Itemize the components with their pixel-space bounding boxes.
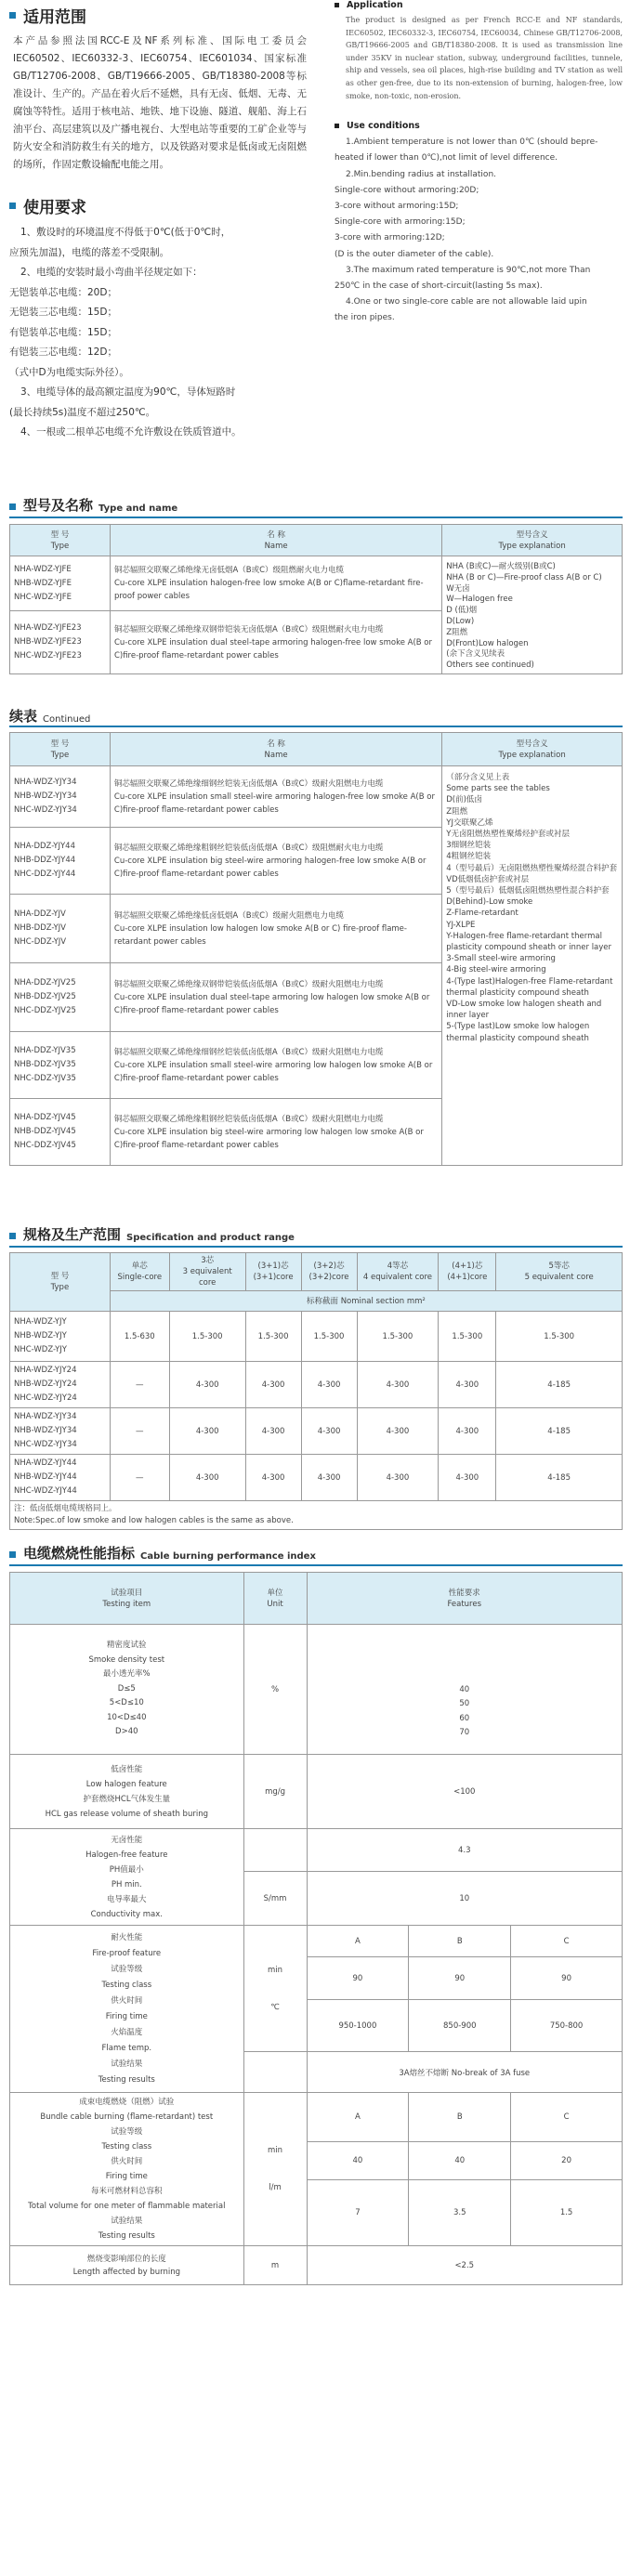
table-header: 型 号 Type 名 称 Name 型号含义 Type explanation (10, 733, 623, 766)
table-header: 型 号 Type 单芯 Single-core 3芯 3 equivalent core (3+1)芯 (3+1)core (3+2)芯 (3+2)core 4等芯 4 equivalent core (4+1)芯 (4+1)core 5等芯 5 equivalent core (10, 1253, 623, 1291)
cond-line: Single-core without armoring:20D; (335, 185, 479, 195)
type-explanation: NHA (B或C)—耐火级别(B或C) NHA (B or C)—Fire-proof class A(B or C) W无卤 W—Halogen free D (低)烟 D(Low) Z阻燃 D(Front)Low halogen (余下含义见续表 Others see continued) (442, 556, 623, 674)
application-text-en: The product is designed as per French RCC-E and NF standards, IEC60502, IEC60332-3, IEC60754, IEC60034, Chinese GB/T12706-2008, GB/T19666-2005 and GB/T18380-2008. It is used as transmission line under 35KV in nuclear station, subway, underground facilities, tunnele, ship and vessels, sea oil places, high-rise building and TV station as well as other gen-free, due to its non-extension of burning, halogen-free, low smoke, non-toxic, non-erosion. (346, 16, 623, 100)
cond-line: the iron pipes. (335, 313, 395, 323)
section-bullet-icon (9, 1551, 16, 1558)
burning-title: 电缆燃烧性能指标 Cable burning performance index (9, 1543, 316, 1563)
application-text-cn: 本产品参照法国RCC-E及NF系列标准、国际电工委员会IEC60502、IEC60332-3、IEC60754、IEC601034、国家标准GB/T12706-2008、GB/T19666-2005、GB/T18380-2008等标准设计、生产的。产品在着火后不延燃，具有无卤、低烟、无毒、无腐蚀等特性。适用于核电站、地铁、地下设施、隧道、舰船、海上石油平台、高层建筑以及广播电视台、大型电站等重要的工矿企业等与防火安全和消防救生有关的地方，以及铁路对要求是低卤或无卤阻燃的场所，作固定敷设输配电能之用。 (13, 35, 307, 170)
table-row: NHA-DDZ-YJV25 NHB-DDZ-YJV25 NHC-DDZ-YJV25 铜芯辐照交联聚乙烯绝缘双钢带铠装低卤低烟A（B或C）级耐火阻燃电力电缆 Cu-core XLPE insulation dual steel-tape armoring low halogen low smoke A(B or C)fire-proof flame-retardant power cables (10, 963, 623, 1032)
title-rule (9, 726, 623, 727)
cond-line: 4.One or two single-core cable are not allowable laid upin (346, 297, 587, 307)
table-row: NHA-DDZ-YJV45 NHB-DDZ-YJV45 NHC-DDZ-YJV45 铜芯辐照交联聚乙烯绝缘粗钢丝铠装低卤低烟A（B或C）级耐火阻燃电力电缆 Cu-core XLPE insulation big steel-wire armoring low halogen low smoke A(B or C)fire-proof flame-retardant power cables (10, 1099, 623, 1166)
cond-line: 3-core without armoring:15D; (335, 201, 459, 211)
cond-line: Single-core with armoring:15D; (335, 217, 466, 228)
requirements-list-cn (9, 223, 307, 443)
table-row: NHA-DDZ-YJV NHB-DDZ-YJV NHC-DDZ-YJV 铜芯辐照交联聚乙烯绝缘低卤低烟A（B或C）级耐火阻燃电力电缆 Cu-core XLPE insulation low halogen low smoke A(B or C) fire-proof flame-retardant power cables (10, 895, 623, 963)
req-line: 有铠装单芯电缆：15D； (9, 326, 117, 338)
req-line: 3、电缆导体的最高额定温度为90℃，导体短路时 (20, 386, 236, 398)
section-bullet-icon (9, 1233, 16, 1239)
burning-table: 试验项目 Testing item 单位 Unit 性能要求 Features 精密度试验 Smoke density test 最小透光率% D≤5 5<D≤10 10<D≤40 D>40 % 40 50 60 70 低卤性能 Low halogen feature 护套燃烧HCL气体发生量 HCL gas release volume of sheath buring mg/g <100 无卤性能 Halogen-free feature PH值最小 PH min. 电导率最大 Conductivity max. 4.3 S/mm 10 耐火性能 Fire-proof feature 试验等级 Testing class 供火时间 Firing time 火焰温度 Flame temp. 试验结果 Testing results min ℃ A B C 90 90 90 950-1000 850-900 750-800 3A熔丝不熔断 No-break of 3A fuse 成束电缆燃烧（阻燃）试验 Bundle cable burning (flame-retardant) test 试验等级 Testing class 供火时间 Firing time 每米可燃材料总容积 Total volume for one meter of flammable material 试验结果 Testing results min l/m A B C 40 40 20 7 3.5 1.5 燃烧变影响部位的长度 Length affected by burning m <2.5 (9, 1572, 623, 2285)
cond-line: (D is the outer diameter of the cable). (335, 249, 494, 259)
req-line: 应预先加温)，电缆的落差不受限制。 (9, 246, 170, 258)
req-line: （式中D为电缆实际外径）。 (9, 366, 129, 378)
use-conditions-list-en (335, 135, 623, 326)
chinese-column (9, 0, 307, 443)
continued-title: 续表 Continued (9, 708, 91, 725)
cond-line: heated if lower than 0℃),not limit of level difference. (335, 153, 558, 163)
table-row: NHA-DDZ-YJY44 NHB-DDZ-YJY44 NHC-DDZ-YJY44 铜芯辐照交联聚乙烯绝缘粗钢丝铠装低卤低烟A（B或C）级阻燃耐火电力电缆 Cu-core XLPE insulation big steel-wire armoring halogen-free low smoke A(B or C)fire-proof flame-retardant power cables (10, 828, 623, 895)
req-line: 2、电缆的安装时最小弯曲半径规定如下： (20, 267, 203, 278)
spec-title: 规格及生产范围 Specification and product range (9, 1224, 295, 1244)
top-section (0, 0, 630, 502)
table-row: NHA-WDZ-YJFE23 NHB-WDZ-YJFE23 NHC-WDZ-YJFE23 铜芯辐照交联聚乙烯绝缘双钢带铠装无卤低烟A（B或C）级阻燃耐火电力电缆 Cu-core XLPE insulation dual steel-tape armoring halogen-free low smoke A(B or C)fire-proof flame-retardant power cables (10, 611, 623, 674)
table-row: NHA-DDZ-YJV35 NHB-DDZ-YJV35 NHC-DDZ-YJV35 铜芯辐照交联聚乙烯绝缘细钢丝铠装低卤低烟A（B或C）级耐火阻燃电力电缆 Cu-core XLPE insulation small steel-wire armoring low halogen low smoke A(B or C)fire-proof flame-retardant power cables (10, 1032, 623, 1099)
cond-line: 3-core with armoring:12D; (335, 233, 445, 243)
section-bullet-icon (335, 124, 339, 128)
table-note: 注：低卤低烟电缆规格同上。 Note:Spec.of low smoke and low halogen cables is the same as above. (10, 1501, 623, 1530)
fuse-result: 3A熔丝不熔断 No-break of 3A fuse (307, 2052, 622, 2093)
table-header: 型 号 Type 名 称 Name 型号含义 Type explanation (10, 525, 623, 556)
burn-length-row: 燃烧变影响部位的长度 Length affected by burning m <2.5 (10, 2246, 623, 2285)
low-halogen-row: 低卤性能 Low halogen feature 护套燃烧HCL气体发生量 HCL gas release volume of sheath buring mg/g <100 (10, 1755, 623, 1829)
nominal-section-label: 标称截面 Nominal section mm² (110, 1291, 622, 1312)
cond-line: 250℃ in the case of short-circuit(lasting 5s max). (335, 281, 543, 291)
table-header: 试验项目 Testing item 单位 Unit 性能要求 Features (10, 1573, 623, 1625)
english-column (335, 0, 623, 327)
cond-line: 2.Min.bending radius at installation. (346, 169, 497, 179)
type-name-title: 型号及名称 Type and name (9, 495, 177, 515)
halogen-free-row: 无卤性能 Halogen-free feature PH值最小 PH min. 电导率最大 Conductivity max. 4.3 (10, 1829, 623, 1872)
table-row: NHA-WDZ-YJY34 NHB-WDZ-YJY34 NHC-WDZ-YJY34 铜芯辐照交联聚乙烯绝缘细钢丝铠装无卤低烟A（B或C）级耐火阻燃电力电缆 Cu-core XLPE insulation small steel-wire armoring halogen-free low smoke A(B or C)fire-proof flame-retardant power cables （部分含义见上表 Some parts see the tables D(前)低卤 Z阻燃 YJ交联聚乙烯 Y无卤阻燃热塑性聚烯烃护套或衬层 3细钢丝铠装 4粗钢丝铠装 4（型号最后）无卤阻燃热塑性聚烯烃混合料护套 VD低烟低卤护套或衬层 5（型号最后）低烟低卤阻燃热塑性混合料护套 D(Behind)-Low smoke Z-Flame-retardant YJ-XLPE Y-Halogen-free flame-retardant thermal plasticity compound sheath or inner layer 3-Small steel-wire armoring 4-Big steel-wire armoring 4-(Type last)Halogen-free Flame-retardant thermal plasticity compound sheath VD-Low smoke low halogen sheath and inner layer 5-(Type last)Low smoke low halogen thermal plasticity compound sheath (10, 766, 623, 828)
title-rule (9, 517, 623, 518)
req-line: 无铠装三芯电缆：15D； (9, 307, 117, 318)
use-conditions-title-en: Use conditions (335, 121, 623, 131)
continued-table (9, 732, 623, 1166)
cond-line: 1.Ambient temperature is not lower than 0℃ (should bepre- (346, 137, 598, 148)
section-bullet-icon (9, 12, 16, 19)
table-row: NHA-WDZ-YJY NHB-WDZ-YJY NHC-WDZ-YJY 1.5-630 1.5-300 1.5-300 1.5-300 1.5-300 1.5-300 1.5-300 (10, 1312, 623, 1362)
table-row: NHA-WDZ-YJY24 NHB-WDZ-YJY24 NHC-WDZ-YJY24 — 4-300 4-300 4-300 4-300 4-300 4-185 (10, 1362, 623, 1408)
section-bullet-icon (9, 203, 16, 209)
requirements-title-cn: 使用要求 (9, 194, 307, 217)
table-row: NHA-WDZ-YJFE NHB-WDZ-YJFE NHC-WDZ-YJFE 铜芯辐照交联聚乙烯绝缘无卤低烟A（B或C）级阻燃耐火电力电缆 Cu-core XLPE insulation halogen-free low smoke A(B or C)flame-retardant fire-proof power cables NHA (B或C)—耐火级别(B或C) NHA (B or C)—Fire-proof class A(B or C) W无卤 W—Halogen free D (低)烟 D(Low) Z阻燃 D(Front)Low halogen (余下含义见续表 Others see continued) (10, 556, 623, 611)
cond-line: 3.The maximum rated temperature is 90℃,not more Than (346, 265, 591, 275)
spec-table (9, 1252, 623, 1530)
req-line: 1、敷设时的环境温度不得低于0℃(低于0℃时， (20, 227, 231, 238)
bundle-test-row: 成束电缆燃烧（阻燃）试验 Bundle cable burning (flame-retardant) test 试验等级 Testing class 供火时间 Firing time 每米可燃材料总容积 Total volume for one meter of flammable material 试验结果 Testing results min l/m A B C (10, 2093, 623, 2142)
req-line: 无铠装单芯电缆：20D； (9, 286, 117, 298)
section-bullet-icon (9, 503, 16, 510)
req-line: (最长持续5s)温度不超过250℃。 (9, 406, 156, 418)
section-bullet-icon (335, 3, 339, 7)
type-name-table (9, 524, 623, 674)
title-rule (9, 1564, 623, 1566)
continued-explanation: （部分含义见上表 Some parts see the tables D(前)低卤 Z阻燃 YJ交联聚乙烯 Y无卤阻燃热塑性聚烯烃护套或衬层 3细钢丝铠装 4粗钢丝铠装 4（型号最后）无卤阻燃热塑性聚烯烃混合料护套 VD低烟低卤护套或衬层 5（型号最后）低烟低卤阻燃热塑性混合料护套 D(Behind)-Low smoke Z-Flame-retardant YJ-XLPE Y-Halogen-free flame-retardant thermal plasticity compound sheath or inner layer 3-Small steel-wire armoring 4-Big steel-wire armoring 4-(Type last)Halogen-free Flame-retardant thermal plasticity compound sheath VD-Low smoke low halogen sheath and inner layer 5-(Type last)Low smoke low halogen thermal plasticity compound sheath (442, 766, 623, 1166)
application-title-en: Application (335, 0, 623, 10)
table-row: NHA-WDZ-YJY34 NHB-WDZ-YJY34 NHC-WDZ-YJY34 — 4-300 4-300 4-300 4-300 4-300 4-185 (10, 1408, 623, 1455)
smoke-density-row: 精密度试验 Smoke density test 最小透光率% D≤5 5<D≤10 10<D≤40 D>40 % 40 50 60 70 (10, 1625, 623, 1755)
table-row: NHA-WDZ-YJY44 NHB-WDZ-YJY44 NHC-WDZ-YJY44 — 4-300 4-300 4-300 4-300 4-300 4-185 (10, 1455, 623, 1501)
req-line: 有铠装三芯电缆：12D； (9, 347, 117, 358)
fire-proof-row: 耐火性能 Fire-proof feature 试验等级 Testing class 供火时间 Firing time 火焰温度 Flame temp. 试验结果 Testing results min ℃ A B C (10, 1926, 623, 1957)
req-line: 4、一根或二根单芯电缆不允许敷设在铁质管道中。 (20, 426, 242, 438)
application-title-cn: 适用范围 (9, 4, 307, 27)
title-rule (9, 1246, 623, 1248)
